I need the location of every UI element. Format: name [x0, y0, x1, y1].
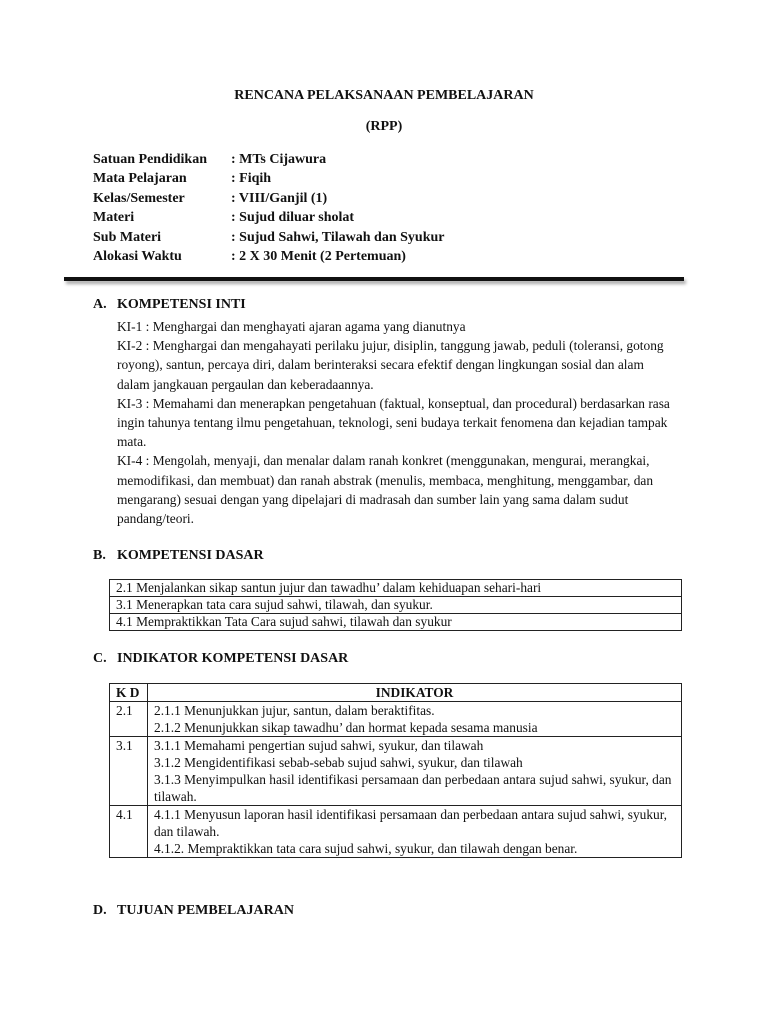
identity-value: : MTs Cijawura — [231, 152, 327, 167]
identity-row-mapel — [93, 169, 444, 188]
identity-value: : Sujud diluar sholat — [231, 210, 355, 226]
section-letter: B. — [93, 548, 106, 563]
indicator-item: 3.1.3 Menyimpulkan hasil identifikasi persamaan dan perbedaan antara sujud sahwi, syukur, dan tilawah. — [154, 772, 672, 804]
section-a-heading — [93, 297, 246, 313]
section-letter: D. — [93, 903, 107, 918]
table-row — [110, 614, 682, 631]
section-title: KOMPETENSI INTI — [117, 297, 246, 312]
identity-label: Kelas/Semester — [93, 190, 185, 206]
identity-value: : VIII/Ganjil (1) — [231, 190, 328, 206]
identity-row-satuan — [93, 150, 444, 169]
identity-label: Mata Pelajaran — [93, 171, 187, 187]
kd-cell: 2.1 — [110, 702, 148, 737]
ki-item: KI-3 : Memahami dan menerapkan pengetahuan (faktual, konseptual, dan procedural) berdasarkan rasa ingin tahunya tentang ilmu pengetahuan, teknologi, seni budaya terkait fenomena dan kejadian tampak mata. — [117, 395, 670, 450]
kd-cell: 4.1 — [110, 806, 148, 858]
column-header-kd: K D — [110, 684, 148, 702]
table-row — [110, 737, 682, 806]
ki-item: KI-4 : Mengolah, menyaji, dan menalar dalam ranah konkret (menggunakan, mengurai, merangkai, memodifikasi, dan membuat) dan ranah abstrak (menulis, membaca, menghitung, menggambar, dan mengarang) sesuai dengan yang dipelajari di madrasah dan sumber lain yang sama dalam sudut pandang/teori. — [117, 453, 654, 527]
indicator-item: 2.1.1 Menunjukkan jujur, santun, dalam beraktifitas. — [154, 703, 435, 718]
indicator-cell — [148, 806, 682, 858]
indicator-item: 4.1.2. Mempraktikkan tata cara sujud sahwi, syukur, dan tilawah dengan benar. — [154, 841, 578, 856]
section-d-heading — [93, 903, 294, 919]
table-header-row — [110, 684, 682, 702]
section-c-heading — [93, 651, 348, 667]
section-letter: C. — [93, 651, 107, 666]
identity-label: Sub Materi — [93, 229, 162, 245]
section-b-heading — [93, 548, 264, 564]
section-title: INDIKATOR KOMPETENSI DASAR — [117, 651, 349, 666]
table-cell: 3.1 Menerapkan tata cara sujud sahwi, tilawah, dan syukur. — [110, 597, 682, 614]
ki-item: KI-1 : Menghargai dan menghayati ajaran agama yang dianutnya — [117, 319, 466, 334]
kompetensi-dasar-table — [109, 579, 682, 631]
identity-row-materi — [93, 208, 444, 227]
section-title: KOMPETENSI DASAR — [117, 548, 264, 563]
indicator-item: 2.1.2 Menunjukkan sikap tawadhu’ dan hormat kepada sesama manusia — [154, 720, 538, 735]
document-title: RENCANA PELAKSANAAN PEMBELAJARAN — [234, 88, 534, 103]
indicator-cell — [148, 737, 682, 806]
identity-row-submateri — [93, 228, 444, 247]
table-row — [110, 580, 682, 597]
identity-row-kelas — [93, 189, 444, 208]
column-header-indikator: INDIKATOR — [148, 684, 682, 702]
identity-label: Materi — [93, 210, 135, 226]
table-row — [110, 806, 682, 858]
table-row — [110, 597, 682, 614]
section-letter: A. — [93, 297, 107, 312]
identity-value: : Fiqih — [231, 171, 272, 187]
kompetensi-inti-list — [117, 317, 677, 528]
table-cell: 2.1 Menjalankan sikap santun jujur dan tawadhu’ dalam kehiduapan sehari-hari — [110, 580, 682, 597]
indicator-cell — [148, 702, 682, 737]
identity-value: : Sujud Sahwi, Tilawah dan Syukur — [231, 229, 445, 245]
identity-block — [93, 150, 444, 266]
indicator-item: 3.1.1 Memahami pengertian sujud sahwi, syukur, dan tilawah — [154, 738, 484, 753]
indicator-item: 3.1.2 Mengidentifikasi sebab-sebab sujud sahwi, syukur, dan tilawah — [154, 755, 523, 770]
header-divider — [64, 277, 684, 281]
indikator-table — [109, 683, 682, 858]
identity-label: Satuan Pendidikan — [93, 152, 207, 167]
identity-value: : 2 X 30 Menit (2 Pertemuan) — [231, 248, 406, 264]
ki-item: KI-2 : Menghargai dan mengahayati perilaku jujur, disiplin, tanggung jawab, peduli (toleransi, gotong royong), santun, percaya diri, dalam berinteraksi secara efektif dengan lingkungan sosial dan alam dalam jangkauan pergaulan dan keberadaannya. — [117, 338, 664, 392]
identity-row-alokasi — [93, 247, 444, 266]
identity-label: Alokasi Waktu — [93, 248, 182, 264]
section-title: TUJUAN PEMBELAJARAN — [117, 903, 294, 918]
kd-cell: 3.1 — [110, 737, 148, 806]
table-cell: 4.1 Mempraktikkan Tata Cara sujud sahwi, tilawah dan syukur — [110, 614, 682, 631]
document-subtitle: (RPP) — [365, 119, 403, 134]
table-row — [110, 702, 682, 737]
indicator-item: 4.1.1 Menyusun laporan hasil identifikasi persamaan dan perbedaan antara sujud sahwi, syukur, dan tilawah. — [154, 807, 668, 839]
